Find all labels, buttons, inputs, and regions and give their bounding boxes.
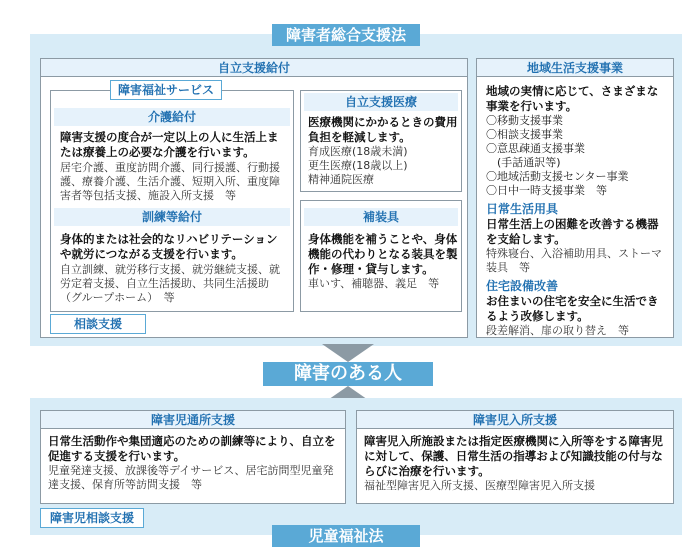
yougu-title: 日常生活用具 xyxy=(486,202,559,216)
chiiki-title: 地域生活支援事業 xyxy=(477,59,673,77)
fukushi-label: 障害福祉サービス xyxy=(110,80,222,100)
jiritsu-title: 自立支援給付 xyxy=(41,59,467,77)
chiiki-item-6: 〇日中一時支援事業 等 xyxy=(486,184,607,197)
kaigo-detail: 居宅介護、重度訪問介護、同行援護、行動援護、療養介護、生活介護、短期入所、重度障害者等包括支援、施設入所支援 等 xyxy=(60,161,280,202)
tsuusho-detail: 児童発達支援、放課後等デイサービス、居宅訪問型児童発達支援、保育所等訪問支援 等 xyxy=(48,464,334,491)
iryou-title: 自立支援医療 xyxy=(304,93,458,111)
iryou-line-3: 精神通院医療 xyxy=(308,173,374,186)
bottom-section-title: 児童福祉法 xyxy=(272,525,420,547)
sougu-detail: 車いす、補聴器、義足 等 xyxy=(308,277,440,290)
yougu-lead: 日常生活上の困難を改善する機器を支給します。 xyxy=(486,217,659,246)
child-soudan-label: 障害児相談支援 xyxy=(40,508,144,528)
nyuusho-body xyxy=(364,434,668,493)
chiiki-item-3: 〇意思疎通支援事業 xyxy=(486,142,585,155)
chiiki-item-5: 〇地域活動支援センター事業 xyxy=(486,170,629,183)
chiiki-item-1: 〇移動支援事業 xyxy=(486,114,563,127)
kunren-body xyxy=(60,232,286,305)
iryou-lead: 医療機関にかかるときの費用負担を軽減します。 xyxy=(308,115,458,144)
kaizou-lead: お住まいの住宅を安全に生活できるよう改修します。 xyxy=(486,294,659,323)
center-label: 障害のある人 xyxy=(263,362,433,386)
iryou-line-2: 更生医療(18歳以上) xyxy=(308,159,408,172)
tsuusho-title: 障害児通所支援 xyxy=(41,411,345,429)
tsuusho-lead: 日常生活動作や集団適応のための訓練等により、自立を促進する支援を行います。 xyxy=(48,434,336,463)
top-section-title: 障害者総合支援法 xyxy=(272,24,420,46)
kunren-title: 訓練等給付 xyxy=(54,208,290,226)
chiiki-item-2: 〇相談支援事業 xyxy=(486,128,563,141)
sougu-body xyxy=(308,232,458,291)
yougu-detail: 特殊寝台、入浴補助用具、ストーマ装具 等 xyxy=(486,247,662,274)
kaigo-title: 介護給付 xyxy=(54,108,290,126)
kaizou-detail: 段差解消、扉の取り替え 等 xyxy=(486,324,629,337)
nyuusho-detail: 福祉型障害児入所支援、医療型障害児入所支援 xyxy=(364,479,595,492)
chiiki-item-4: (手話通訳等) xyxy=(486,156,561,169)
sougu-lead: 身体機能を補うことや、身体機能の代わりとなる装具を製作・修理・貸与します。 xyxy=(308,232,458,276)
kaigo-body xyxy=(60,130,286,203)
kunren-detail: 自立訓練、就労移行支援、就労継続支援、就労定着支援、自立生活援助、共同生活援助（グループホーム） 等 xyxy=(60,263,280,304)
chiiki-lead: 地域の実情に応じて、さまざまな事業を行います。 xyxy=(486,84,659,113)
sougu-title: 補装具 xyxy=(304,208,458,226)
down-arrow-icon xyxy=(322,344,374,362)
iryou-line-1: 育成医療(18歳未満) xyxy=(308,145,408,158)
iryou-body xyxy=(308,115,458,187)
soudan-label: 相談支援 xyxy=(50,314,146,334)
chiiki-body xyxy=(486,84,668,338)
kaigo-lead: 障害支援の度合が一定以上の人に生活上または療養上の必要な介護を行います。 xyxy=(60,130,279,159)
kunren-lead: 身体的または社会的なリハビリテーションや就労につながる支援を行います。 xyxy=(60,232,278,261)
tsuusho-body xyxy=(48,434,340,492)
nyuusho-title: 障害児入所支援 xyxy=(357,411,673,429)
nyuusho-lead: 障害児入所施設または指定医療機関に入所等をする障害児に対して、保護、日常生活の指導および知識技能の付与ならびに治療を行います。 xyxy=(364,434,663,478)
kaizou-title: 住宅設備改善 xyxy=(486,279,559,293)
